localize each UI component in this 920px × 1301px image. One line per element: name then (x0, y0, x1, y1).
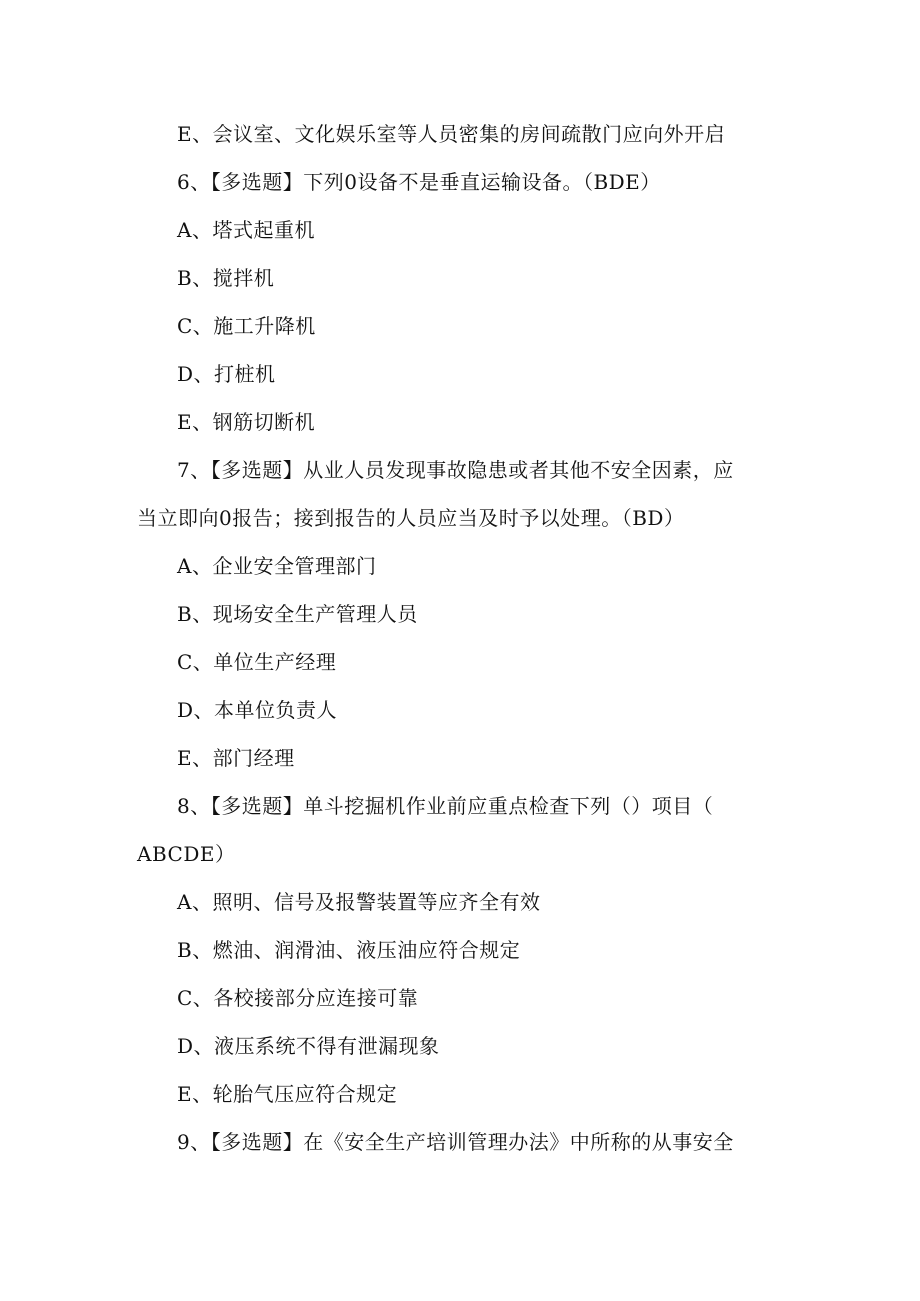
option-text: D、打桩机 (177, 362, 276, 386)
option-text: A、照明、信号及报警装置等应齐全有效 (177, 890, 541, 914)
option-text: B、现场安全生产管理人员 (177, 602, 418, 626)
option-text: C、施工升降机 (177, 314, 316, 338)
question-text: 7、【多选题】从业人员发现事故隐患或者其他不安全因素，应 (177, 458, 734, 482)
option-text: B、搅拌机 (177, 266, 275, 290)
option-text: C、单位生产经理 (177, 650, 337, 674)
option-text: D、本单位负责人 (177, 698, 338, 722)
option-text: C、各校接部分应连接可靠 (177, 986, 419, 1010)
question-text-continued: ABCDE） (137, 842, 236, 866)
option-text: E、部门经理 (177, 746, 295, 770)
question-text: 8、【多选题】单斗挖掘机作业前应重点检查下列（）项目（ (177, 794, 714, 818)
question-text: 6、【多选题】下列0设备不是垂直运输设备。（BDE） (177, 170, 661, 194)
question-text: 9、【多选题】在《安全生产培训管理办法》中所称的从事安全 (177, 1130, 734, 1154)
option-text: E、会议室、文化娱乐室等人员密集的房间疏散门应向外开启 (177, 122, 726, 146)
option-text: D、液压系统不得有泄漏现象 (177, 1034, 440, 1058)
option-text: A、企业安全管理部门 (177, 554, 377, 578)
option-text: E、钢筋切断机 (177, 410, 316, 434)
option-text: B、燃油、润滑油、液压油应符合规定 (177, 938, 521, 962)
option-text: A、塔式起重机 (177, 218, 315, 242)
option-text: E、轮胎气压应符合规定 (177, 1082, 398, 1106)
question-text-continued: 当立即向0报告；接到报告的人员应当及时予以处理。（BD） (137, 506, 685, 530)
